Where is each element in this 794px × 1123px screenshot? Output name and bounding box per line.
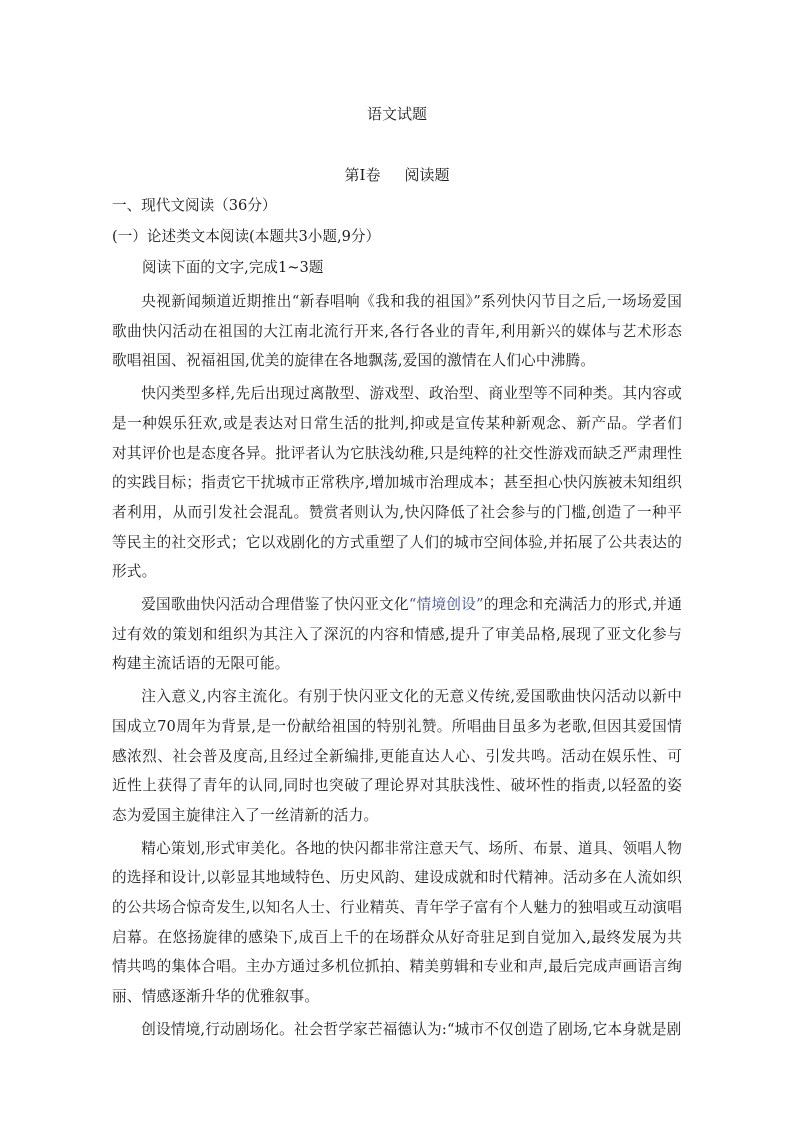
reading-instruction: 阅读下面的文字,完成1~3题 (142, 259, 324, 276)
paragraph-6: 创设情境,行动剧场化。社会哲学家芒福德认为:“城市不仅创造了剧场,它本身就是剧 (141, 1020, 682, 1038)
volume-heading (0, 165, 794, 185)
paragraph-3-text-b: 的理念和充满活力的形式,并通过有效的策划和组织为其注入了深沉的内容和情感,提升了审美品格,展现了亚文化参与构建主流话语的无限可能。 (112, 596, 683, 673)
highlighted-term: “情境创设” (408, 596, 484, 614)
paragraph-2: 快闪类型多样,先后出现过离散型、游戏型、政治型、商业型等不同种类。其内容或是一种娱乐狂欢,或是表达对日常生活的批判,抑或是宣传某种新观念、新产品。学者们对其评价也是态度各异。批评者认为它肤浅幼稚,只是纯粹的社交性游戏而缺乏严肃理性的实践目标；指责它干扰城市正常秩序,增加城市治理成本；甚至担心快闪族被未知组织者利用，从而引发社会混乱。赞赏者则认为,快闪降低了社会参与的门槛,创造了一种平等民主的社交形式；它以戏剧化的方式重塑了人们的城市空间体验,并拓展了公共表达的形式。 (112, 385, 682, 581)
paragraph-1: 央视新闻频道近期推出“新春唱响《我和我的祖国》”系列快闪节目之后,一场场爱国歌曲快闪活动在祖国的大江南北流行开来,各行各业的青年,利用新兴的媒体与艺术形态歌唱祖国、祝福祖国,优美的旋律在各地飘荡,爱国的激情在人们心中沸腾。 (112, 293, 682, 370)
subsection-heading-argumentative: (一）论述类文本阅读(本题共3小题,9分） (112, 228, 381, 245)
passage-body (112, 287, 682, 1045)
paragraph-3 (112, 590, 682, 679)
paragraph-3-text-a: 爱国歌曲快闪活动合理借鉴了快闪亚文化 (141, 596, 409, 614)
paragraph-5: 精心策划,形式审美化。各地的快闪都非常注意天气、场所、布景、道具、领唱人物的选择和设计,以彰显其地域特色、历史风韵、建设成就和时代精神。活动多在人流如织的公共场合惊奇发生,以知名人士、行业精英、青年学子富有个人魅力的独唱或互动演唱启幕。在悠扬旋律的感染下,成百上千的在场群众从好奇驻足到自觉加入,最终发展为共情共鸣的集体合唱。主办方通过多机位抓拍、精美剪辑和专业和声,最后完成声画语言绚丽、情感逐渐升华的优雅叙事。 (112, 839, 682, 1006)
paragraph-4: 注入意义,内容主流化。有别于快闪亚文化的无意义传统,爱国歌曲快闪活动以新中国成立70周年为背景,是一份献给祖国的特别礼赞。所唱曲目虽多为老歌,但因其爱国情感浓烈、社会普及度高,且经过全新编排,更能直达人心、引发共鸣。活动在娱乐性、可近性上获得了青年的认同,同时也突破了理论界对其肤浅性、破坏性的指责,以轻盈的姿态为爱国主旋律注入了一丝清新的活力。 (112, 688, 682, 824)
document-title: 语文试题 (366, 105, 427, 123)
volume-label: 第Ⅰ卷 (344, 166, 381, 184)
volume-name: 阅读题 (404, 166, 450, 184)
section-heading-modern-reading: 一、现代文阅读（36分） (112, 197, 277, 214)
